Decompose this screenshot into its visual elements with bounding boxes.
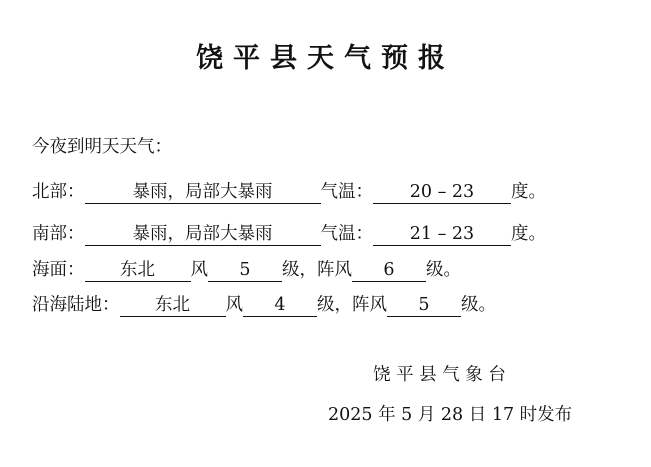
south-temp-unit: 度。 xyxy=(511,224,546,244)
north-forecast-line xyxy=(32,179,546,205)
coast-forecast-line xyxy=(32,292,496,318)
sea-wind-level: 5 xyxy=(208,259,282,282)
issue-time: 2025 年 5 月 28 日 17 时发布 xyxy=(328,405,573,425)
south-label: 南部： xyxy=(32,224,85,244)
sea-gust-label: 级，阵风 xyxy=(282,260,352,280)
south-temp-label: 气温： xyxy=(320,224,373,244)
south-temp-value: 21 – 23 xyxy=(373,223,511,246)
coast-gust-level: 5 xyxy=(387,294,461,317)
north-temp-value: 20 – 23 xyxy=(373,181,511,204)
issuer-name: 饶 平 县 气 象 台 xyxy=(373,365,506,385)
coast-end: 级。 xyxy=(461,295,496,315)
sea-label: 海面： xyxy=(32,260,85,280)
sea-end: 级。 xyxy=(426,260,461,280)
coast-wind-direction: 东北 xyxy=(120,294,226,317)
sea-wind-direction: 东北 xyxy=(85,259,191,282)
sea-wind-label: 风 xyxy=(190,260,208,280)
north-weather-value: 暴雨，局部大暴雨 xyxy=(85,181,321,204)
coast-wind-label: 风 xyxy=(225,295,243,315)
coast-wind-level: 4 xyxy=(243,294,317,317)
north-temp-label: 气温： xyxy=(320,182,373,202)
coast-label: 沿海陆地： xyxy=(32,295,120,315)
sea-gust-level: 6 xyxy=(352,259,426,282)
north-label: 北部： xyxy=(32,182,85,202)
coast-gust-label: 级，阵风 xyxy=(317,295,387,315)
north-temp-unit: 度。 xyxy=(511,182,546,202)
intro-line: 今夜到明天天气： xyxy=(32,137,172,157)
page-title: 饶平县天气预报 xyxy=(196,43,455,74)
south-weather-value: 暴雨，局部大暴雨 xyxy=(85,223,321,246)
sea-forecast-line xyxy=(32,257,461,283)
south-forecast-line xyxy=(32,221,546,247)
